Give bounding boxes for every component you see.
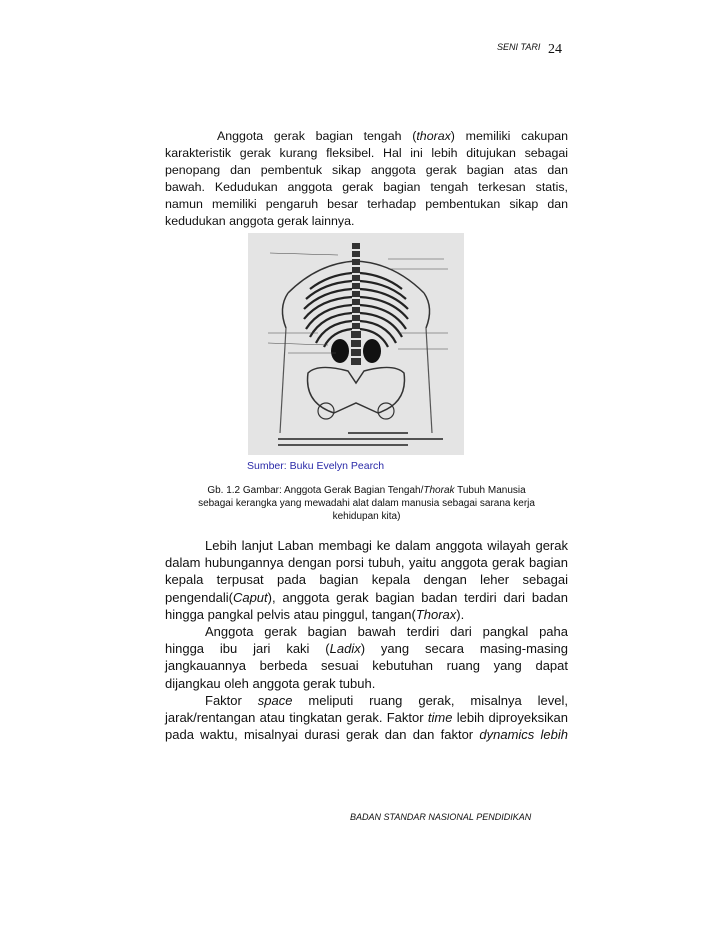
text-line: pengendali(Caput), anggota gerak bagian badan terdiri dari badan: [165, 589, 568, 605]
text-line: dijangkau oleh anggota gerak tubuh.: [165, 675, 376, 691]
paragraph-laban: [165, 537, 568, 743]
text-line: jangkauannya berbeda sesuai kebutuhan ruang yang dapat: [165, 658, 568, 674]
figure-caption: [165, 484, 568, 523]
figure-source: Sumber: Buku Evelyn Pearch: [247, 460, 385, 472]
paragraph-thorax: [165, 128, 568, 230]
caption-line-1: [165, 484, 568, 497]
text-line: pada waktu, misalnyai durasi gerak dan dan faktor dynamics lebih: [165, 727, 568, 743]
thorax-skeleton-figure: [248, 233, 464, 455]
running-footer: BADAN STANDAR NASIONAL PENDIDIKAN: [350, 812, 532, 822]
running-header: SENI TARI: [497, 42, 541, 52]
caption-text: Tubuh Manusia: [454, 485, 526, 496]
text-line: karakteristik gerak kurang fleksibel. Hal ini lebih ditujukan sebagai: [165, 146, 568, 160]
text-line: Lebih lanjut Laban membagi ke dalam anggota wilayah gerak: [205, 538, 568, 553]
text-line: penopang dan pembentuk sikap anggota gerak bagian atas dan: [165, 163, 568, 177]
caption-text: Gb. 1.2 Gambar: Anggota Gerak Bagian Tengah/: [207, 485, 424, 496]
caption-line-2: sebagai kerangka yang mewadahi alat dalam manusia sebagai sarana kerja: [198, 498, 535, 509]
page-number: 24: [548, 42, 562, 57]
text-line: dalam hubungannya dengan porsi tubuh, yaitu anggota gerak bagian: [165, 555, 568, 571]
text-line: jarak/rentangan atau tingkatan gerak. Faktor time lebih diproyeksikan: [165, 710, 568, 726]
text-line: hingga pangkal pelvis atau pinggul, tangan(Thorax).: [165, 606, 465, 622]
text-line: Faktor space meliputi ruang gerak, misalnya level,: [205, 692, 568, 708]
text-line: namun memiliki pengaruh besar terhadap pembentukan sikap dan: [165, 197, 568, 211]
text-line: hingga ibu jari kaki (Ladix) yang secara masing-masing: [165, 641, 568, 657]
text-line: bawah. Kedudukan anggota gerak bagian tengah terkesan statis,: [165, 180, 568, 194]
text-line: Anggota gerak bagian bawah terdiri dari pangkal paha: [205, 624, 568, 640]
text-line: Anggota gerak bagian tengah (thorax) memiliki cakupan: [217, 129, 568, 143]
caption-line-3: kehidupan kita): [332, 511, 401, 522]
text-line: kepala terpusat pada bagian kepala dengan leher sebagai: [165, 572, 568, 588]
text-line: kedudukan anggota gerak lainnya.: [165, 214, 355, 228]
skeleton-illustration: [248, 233, 464, 455]
caption-italic-term: Thorak: [423, 485, 455, 496]
